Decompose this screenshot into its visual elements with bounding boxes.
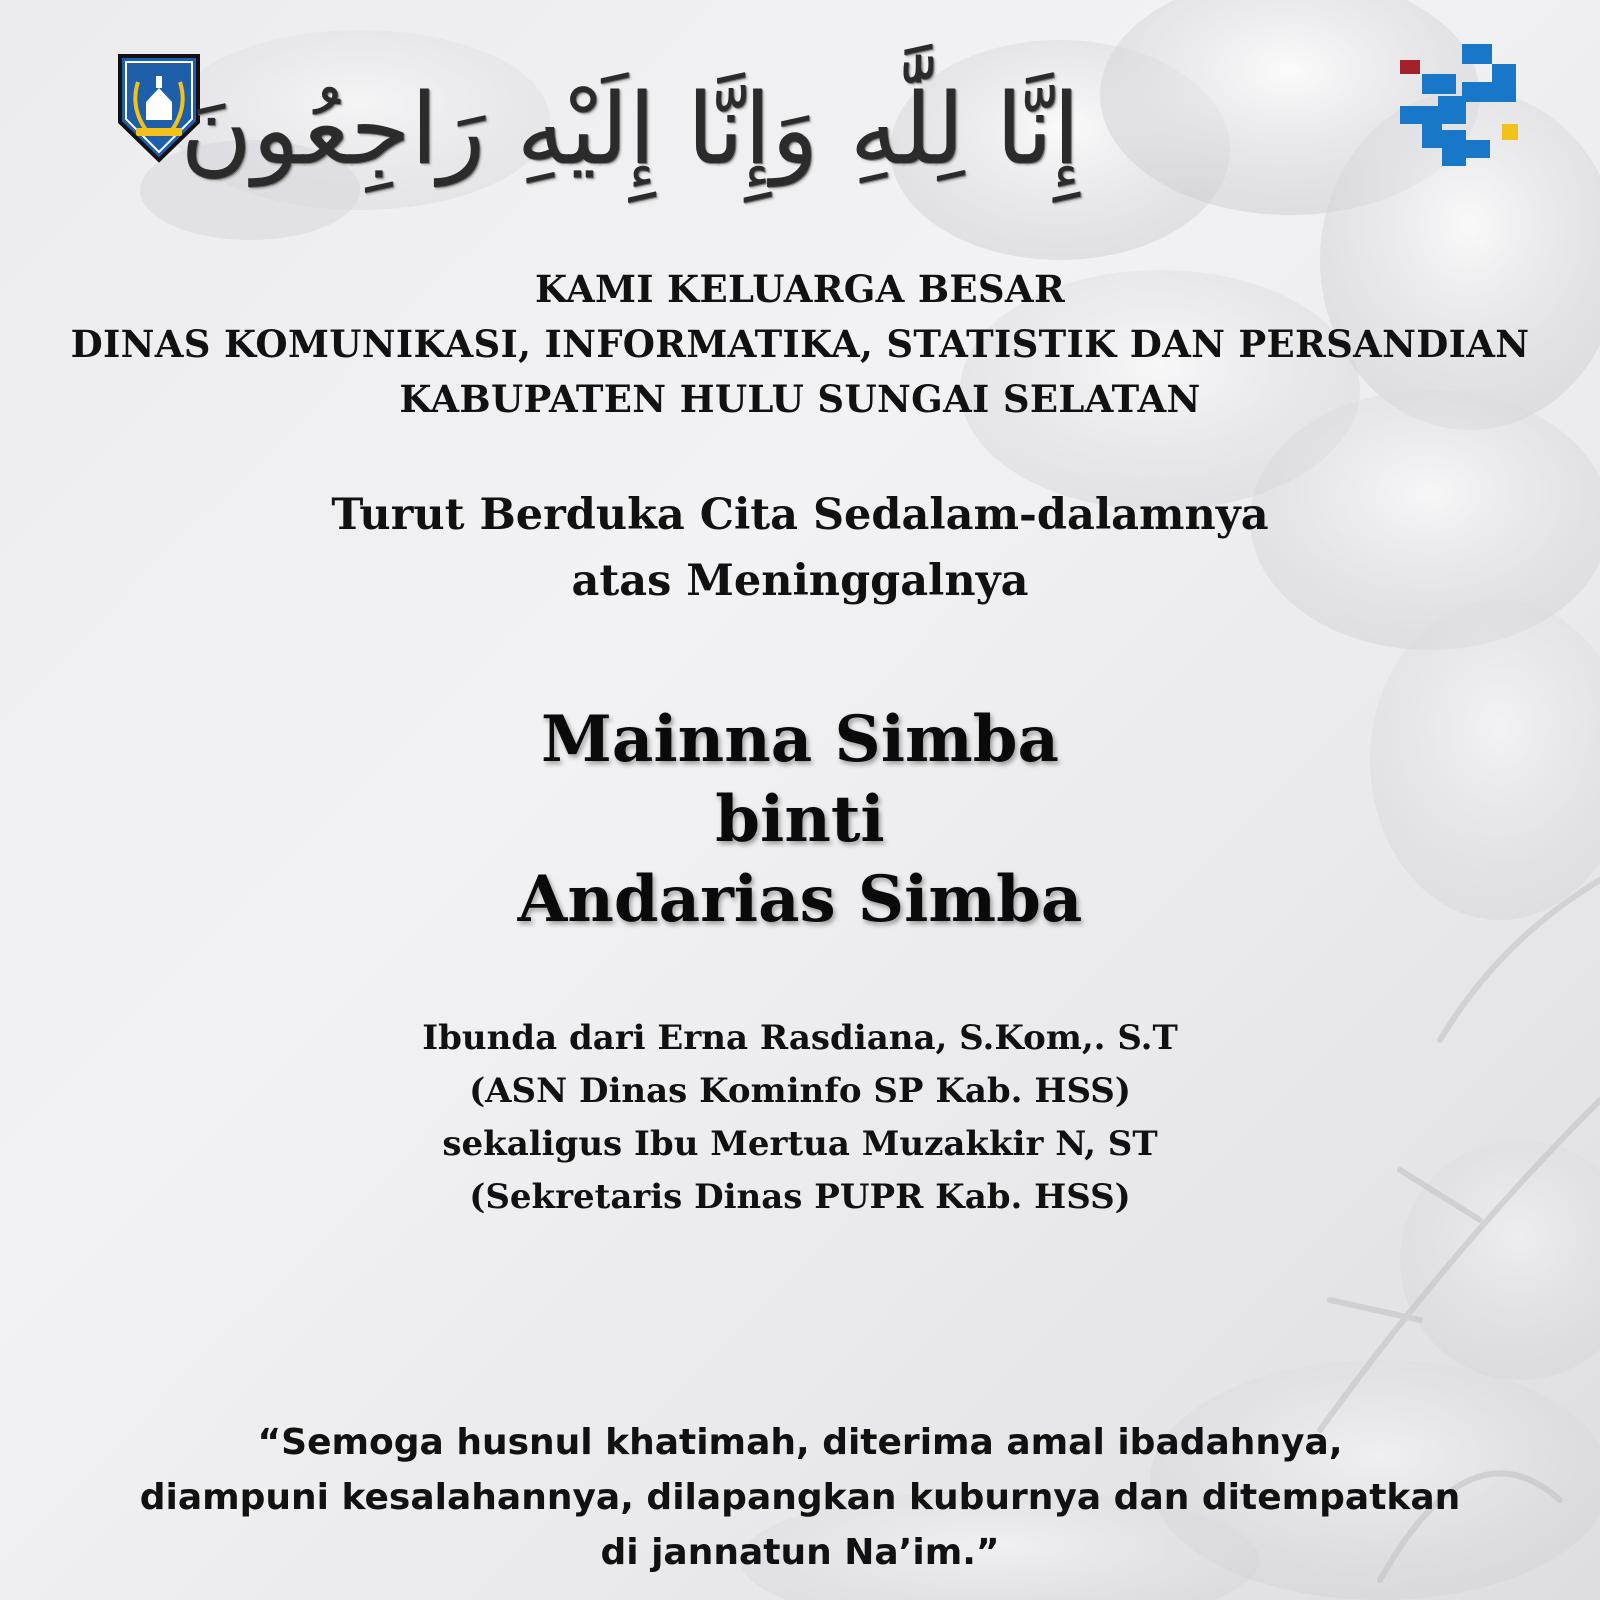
organization-header (0, 262, 1600, 427)
prayer-line-3: di jannatun Na’im.” (600, 1532, 1000, 1573)
deceased-name-line-3: Andarias Simba (517, 862, 1083, 937)
prayer-line-2: diampuni kesalahannya, dilapangkan kuburnya dan ditempatkan (139, 1477, 1461, 1518)
prayer-quote (0, 1415, 1600, 1580)
relation-line-2: (ASN Dinas Kominfo SP Kab. HSS) (469, 1071, 1131, 1111)
header-line-1: KAMI KELUARGA BESAR (535, 267, 1065, 311)
relation-line-4: (Sekretaris Dinas PUPR Kab. HSS) (469, 1177, 1131, 1217)
header-line-2: DINAS KOMUNIKASI, INFORMATIKA, STATISTIK DAN PERSANDIAN (70, 322, 1530, 366)
deceased-name (0, 700, 1600, 940)
deceased-name-line-2: binti (715, 782, 885, 857)
condolence-message (0, 482, 1600, 614)
prayer-line-1: “Semoga husnul khatimah, diterima amal ibadahnya, (257, 1422, 1343, 1463)
kominfo-logo (1398, 42, 1528, 172)
deceased-name-line-1: Mainna Simba (541, 702, 1059, 777)
relation-line-1: Ibunda dari Erna Rasdiana, S.Kom,. S.T (422, 1018, 1178, 1058)
condolence-line-2: atas Meninggalnya (571, 556, 1029, 606)
relation-line-3: sekaligus Ibu Mertua Muzakkir N, ST (442, 1124, 1158, 1164)
header-line-3: KABUPATEN HULU SUNGAI SELATAN (399, 377, 1201, 421)
family-relation (0, 1012, 1600, 1224)
condolence-line-1: Turut Berduka Cita Sedalam-dalamnya (331, 490, 1269, 540)
arabic-calligraphy: إِنَّا لِلَّٰهِ وَإِنَّا إِلَيْهِ رَاجِعُونَ (180, 73, 1080, 187)
